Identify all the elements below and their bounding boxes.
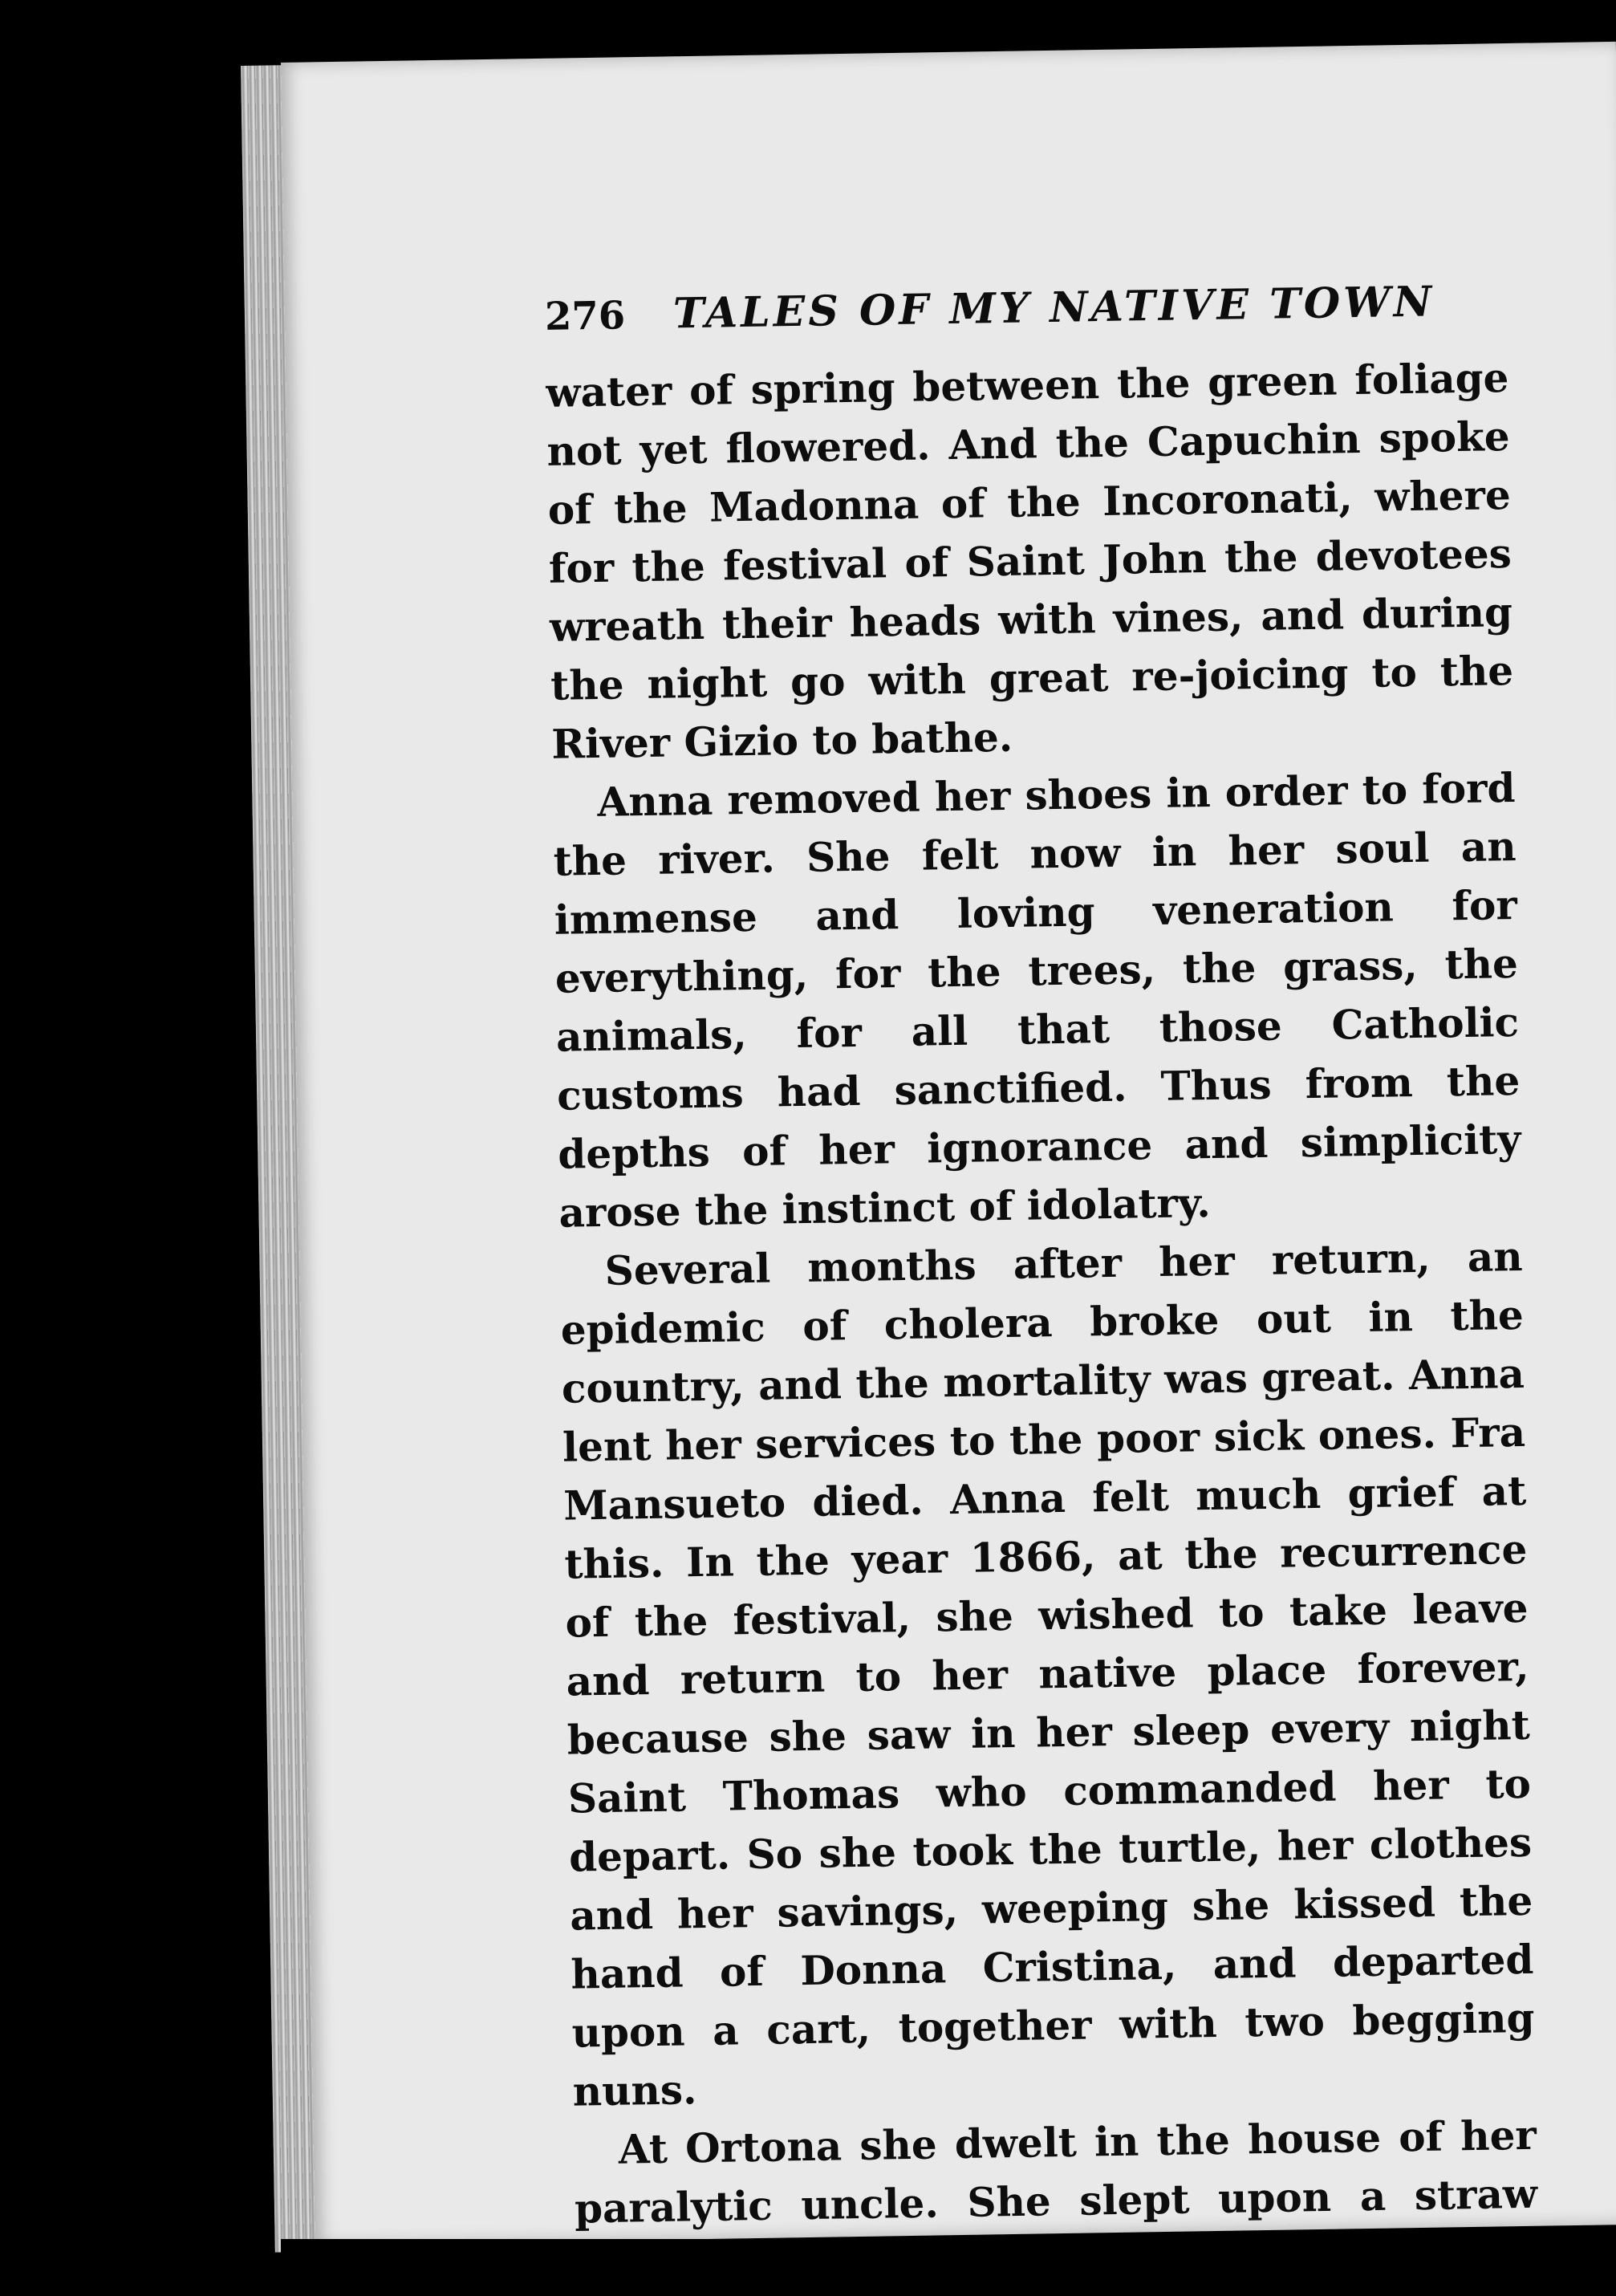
paragraph-3: Several months after her return, an epidemic of cholera broke out in the country, and the mortality was great. Anna lent her services to the poor sick ones. Fra Mansueto died. Anna felt much grief at this. In the year 1866, at the recurrence of the festival, she wished to take leave and return to her native place forever, because she saw in her sleep every night Saint Thomas who commanded her to depart. So she took the turtle, her clothes and her savings, weeping she kissed the hand of Donna Cristina, and departed upon a cart, together with two begging nuns. [560, 1232, 1535, 2115]
page-header [544, 268, 1508, 364]
book-page [281, 42, 1616, 2245]
page-number: 276 [544, 293, 626, 339]
paragraph-1: water of spring between the green foliage not yet flowered. And the Capuchin spoke of the Madonna of the Incoronati, where for the festival of Saint John the devotees wreath their heads with vines, and during the night go with great re-joicing to the River Gizio to bathe. [546, 354, 1514, 768]
paragraph-2: Anna removed her shoes in order to ford the river. She felt now in her soul an immense and loving veneration for everything, for the trees, the grass, the animals, for all that those Catholic customs had sanctified. Thus from the depths of her ignorance and simplicity arose the instinct of idolatry. [553, 763, 1521, 1237]
text-block [544, 268, 1538, 2296]
running-head: TALES OF MY NATIVE TOWN [672, 277, 1435, 339]
bottom-shadow [281, 2239, 1616, 2296]
paragraph-4: At Ortona she dwelt in the house of her paralytic uncle. She slept upon a straw [574, 2111, 1538, 2233]
